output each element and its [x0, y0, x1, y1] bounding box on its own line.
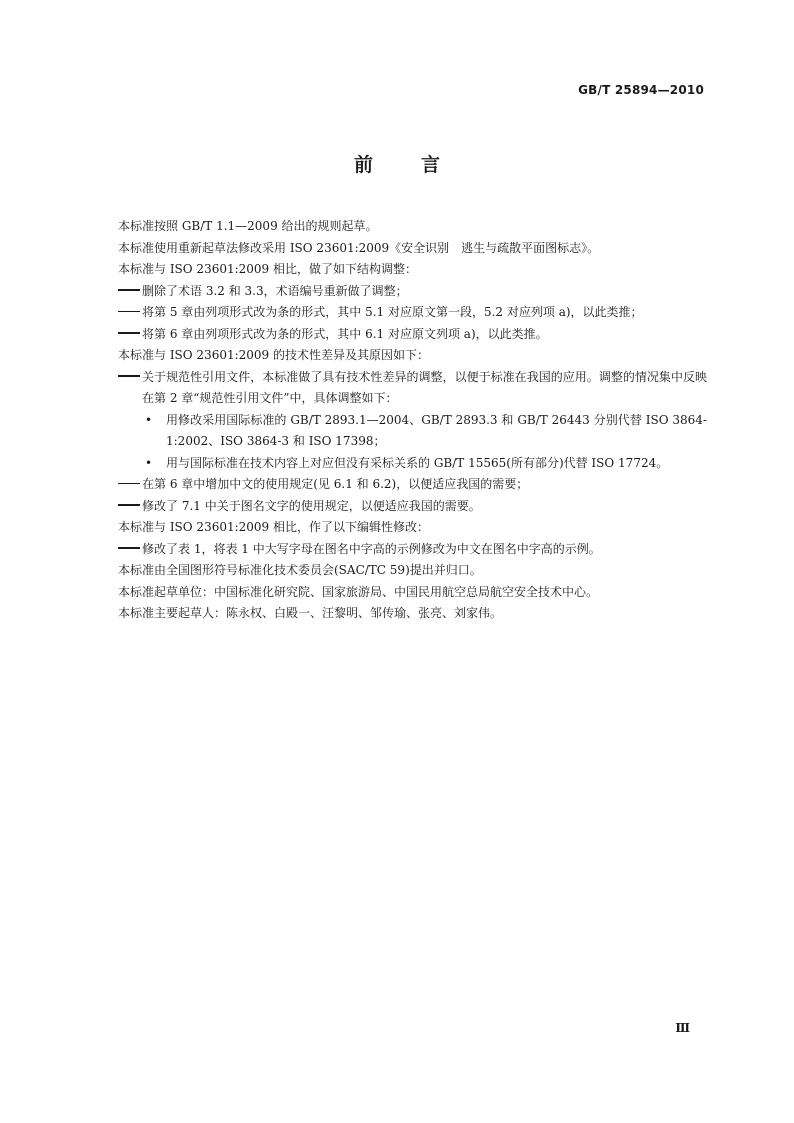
list-item-text: 在第 6 章中增加中文的使用规定(见 6.1 和 6.2)，以便适应我国的需要； [142, 477, 529, 491]
paragraph: 本标准主要起草人：陈永权、白殿一、汪黎明、邹传瑜、张亮、刘家伟。 [118, 606, 503, 620]
foreword-body [118, 216, 707, 625]
list-item-text: 修改了表 1，将表 1 中大写字母在图名中字高的示例修改为中文在图名中字高的示例。 [142, 541, 601, 556]
standard-number: GB/T 25894—2010 [578, 83, 704, 97]
page-number: Ⅲ [675, 1021, 690, 1035]
dash-list-item [118, 474, 707, 496]
dash-marker [118, 539, 142, 561]
dash-marker [118, 302, 142, 324]
bullet-list-item [118, 410, 707, 453]
list-item-text: 修改了 7.1 中关于图名文字的使用规定，以便适应我国的需要。 [142, 498, 481, 513]
list-item-text: 关于规范性引用文件，本标准做了具有技术性差异的调整，以便于标准在我国的应用。调整的情况集中反映在第 2 章“规范性引用文件”中，具体调整如下： [142, 369, 707, 405]
paragraph: 本标准按照 GB/T 1.1—2009 给出的规则起草。 [118, 219, 378, 233]
dash-list-item [118, 539, 707, 561]
dash-marker [118, 474, 142, 496]
paragraph: 本标准与 ISO 23601:2009 的技术性差异及其原因如下： [118, 348, 429, 362]
paragraph: 本标准由全国图形符号标准化技术委员会(SAC/TC 59)提出并归口。 [118, 563, 482, 577]
dash-list-item [118, 281, 707, 303]
list-item-text: 用与国际标准在技术内容上对应但没有采标关系的 GB/T 15565(所有部分)代替 ISO 17724。 [166, 455, 669, 470]
dash-list-item [118, 324, 707, 346]
paragraph: 本标准与 ISO 23601:2009 相比，作了以下编辑性修改： [118, 520, 429, 534]
bullet-list-item [118, 453, 707, 475]
paragraph: 本标准与 ISO 23601:2009 相比，做了如下结构调整： [118, 262, 417, 276]
page-title: 前言 [353, 154, 488, 176]
paragraph: 本标准起草单位：中国标准化研究院、国家旅游局、中国民用航空总局航空安全技术中心。 [118, 584, 599, 599]
list-item-text: 删除了术语 3.2 和 3.3，术语编号重新做了调整； [142, 283, 408, 298]
dash-list-item [118, 302, 707, 324]
dash-list-item [118, 496, 707, 518]
dash-marker [118, 281, 142, 303]
list-item-text: 将第 6 章由列项形式改为条的形式，其中 6.1 对应原文列项 a)，以此类推。 [142, 326, 548, 341]
list-item-text: 将第 5 章由列项形式改为条的形式，其中 5.1 对应原文第一段，5.2 对应列项 a)，以此类推； [142, 305, 643, 319]
dash-marker [118, 324, 142, 346]
list-item-text: 用修改采用国际标准的 GB/T 2893.1—2004、GB/T 2893.3 和 GB/T 26443 分别代替 ISO 3864-1:2002、ISO 3864-3 和 ISO 17398； [166, 412, 707, 448]
dash-marker [118, 367, 142, 389]
paragraph: 本标准使用重新起草法修改采用 ISO 23601:2009《安全识别 逃生与疏散平面图标志》。 [118, 240, 600, 255]
bullet-marker: • [145, 455, 153, 470]
bullet-marker: • [145, 412, 153, 427]
dash-marker [118, 496, 142, 518]
dash-list-item [118, 367, 707, 410]
